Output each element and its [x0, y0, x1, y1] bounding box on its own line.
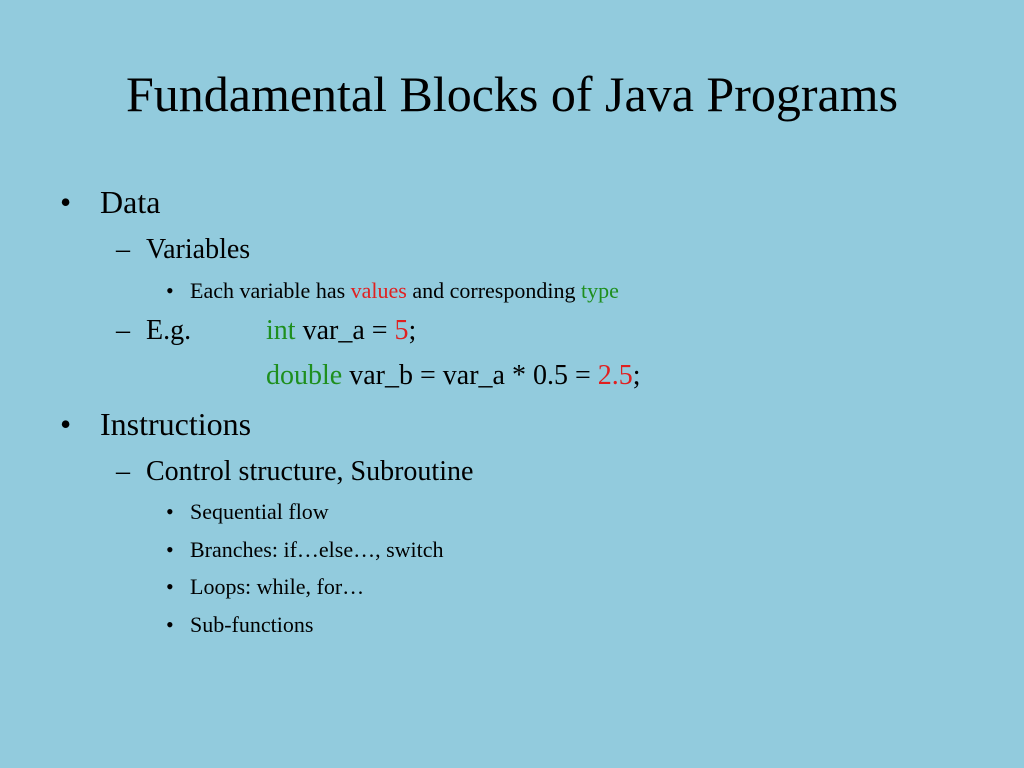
bullet-icon: •: [166, 537, 174, 562]
dash-icon: –: [116, 315, 130, 346]
dash-icon: –: [116, 456, 130, 487]
list-item: Loops: while, for…: [190, 574, 365, 599]
keyword-double: double: [266, 360, 343, 391]
data-heading: Data: [100, 184, 161, 220]
code-line-2: [266, 358, 641, 394]
note-prefix: Each variable has: [190, 278, 351, 303]
note-type: type: [580, 278, 619, 303]
variables-label: Variables: [146, 234, 251, 265]
code-line-1: [266, 313, 416, 349]
bullet-icon: •: [60, 184, 72, 220]
note-values: values: [350, 278, 407, 303]
bullet-icon: •: [166, 612, 174, 637]
code-end: ;: [408, 315, 417, 346]
keyword-int: int: [266, 315, 296, 346]
slide-title: Fundamental Blocks of Java Programs: [125, 66, 899, 122]
value-5: 5: [394, 315, 409, 346]
instructions-heading: Instructions: [100, 406, 252, 442]
bullet-icon: •: [166, 499, 174, 524]
list-item: Sequential flow: [190, 499, 329, 524]
control-structure-label: Control structure, Subroutine: [146, 456, 474, 487]
note-mid: and corresponding: [406, 278, 581, 303]
value-2-5: 2.5: [597, 360, 633, 391]
variable-note: [190, 277, 619, 305]
code-text: var_a =: [295, 315, 395, 346]
bullet-icon: •: [166, 278, 174, 303]
example-label: E.g.: [146, 315, 192, 346]
code-text: var_b = var_a * 0.5 =: [342, 360, 598, 391]
list-item: Sub-functions: [190, 612, 314, 637]
dash-icon: –: [116, 234, 130, 265]
list-item: Branches: if…else…, switch: [190, 537, 444, 562]
code-end: ;: [632, 360, 641, 391]
bullet-icon: •: [166, 574, 174, 599]
bullet-icon: •: [60, 406, 72, 442]
